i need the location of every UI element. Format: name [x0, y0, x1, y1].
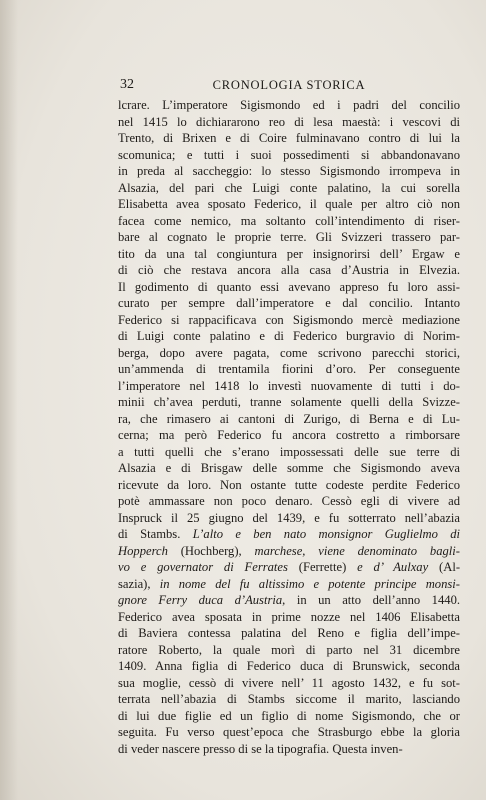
- text-segment: ratore Roberto, la quale morì di parto nel 31 dicembre: [118, 642, 460, 657]
- text-line: [118, 394, 460, 411]
- text-segment: di veder nascere presso di se la tipografia. Questa inven-: [118, 741, 403, 756]
- text-segment: scomunica; e tutti i suoi possedimenti si abbandonavano: [118, 147, 460, 162]
- text-line: [118, 724, 460, 741]
- text-segment: di lui due figlie ed un figlio di nome Sigismondo, che or: [118, 708, 460, 723]
- italic-segment: gnore Ferry duca d’Austria: [118, 593, 283, 607]
- text-segment: (Al-: [428, 560, 461, 574]
- text-segment: di Stambs.: [118, 527, 193, 541]
- text-segment: potè ammassare non poco denaro. Cessò egli di vivere ad: [118, 494, 460, 508]
- text-segment: di Luigi conte palatino e di Federico burgravio di Norim-: [118, 329, 460, 343]
- text-segment: lcrare. L’imperatore Sigismondo ed i padri del concilio: [118, 98, 460, 112]
- page-header: [120, 77, 458, 93]
- text-segment: facea come nemico, ma soltanto coll’intendimento di riser-: [118, 213, 460, 228]
- text-segment: bare al cognato le proprie terre. Gli Svizzeri trassero par-: [118, 230, 460, 244]
- text-segment: ra, che rimasero ai cantoni di Zurigo, di Berna e di Lu-: [118, 411, 460, 426]
- text-line: [118, 328, 460, 345]
- text-line: [118, 543, 460, 560]
- text-segment: Elisabetta avea sposato Federico, il quale per altro ciò non: [118, 197, 460, 211]
- italic-segment: e d’ Aulxay: [357, 560, 429, 574]
- text-segment: (Hochberg),: [167, 543, 255, 558]
- italic-segment: Hopperch: [118, 543, 168, 558]
- text-line: [118, 427, 460, 444]
- text-segment: berga, dopo avere pagata, come scrivono parecchi storici,: [118, 345, 460, 360]
- text-segment: Il godimento di quanto essi avevano appreso fu loro assi-: [118, 279, 460, 294]
- text-line: [118, 444, 460, 461]
- text-segment: l’imperatore nel 1418 lo investì nuovamente di tutti i do-: [118, 378, 460, 393]
- text-segment: in preda al saccheggio: lo stesso Sigismondo irrompeva in: [118, 164, 460, 178]
- text-segment: Alsazia e di Brisgaw delle somme che Sigismondo aveva: [118, 461, 460, 475]
- text-line: [118, 196, 460, 213]
- text-line: [118, 477, 460, 494]
- text-segment: seguita. Fu verso quest’epoca che Strasburgo ebbe la gloria: [118, 725, 460, 739]
- text-line: [118, 361, 460, 378]
- text-segment: cerna; ma però Federico fu ancora costretto a rimborsare: [118, 428, 460, 442]
- text-line: [118, 691, 460, 708]
- text-line: [118, 180, 460, 197]
- text-segment: Alsazia, del pari che Luigi conte palatino, la cui sorella: [118, 180, 460, 195]
- text-segment: 1409. Anna figlia di Federico duca di Brunswick, seconda: [118, 659, 460, 673]
- text-segment: Inspruck il 25 giugno del 1439, e fu sotterrato nell’abazia: [118, 510, 460, 525]
- text-segment: (Ferrette): [287, 560, 358, 574]
- text-line: [118, 592, 460, 609]
- text-line: [118, 163, 460, 180]
- italic-segment: vo e governator di Ferrates: [118, 560, 288, 574]
- text-line: [118, 262, 460, 279]
- text-line: [118, 279, 460, 296]
- text-segment: un’ammenda di trentamila fiorini d’oro. Per conseguente: [118, 362, 460, 376]
- text-line: [118, 658, 460, 675]
- text-segment: curato per sempre dall’imperatore e dal concilio. Intanto: [118, 296, 460, 310]
- running-title: CRONOLOGIA STORICA: [212, 78, 366, 92]
- italic-segment: in nome del fu altissimo e potente principe monsi-: [159, 576, 460, 591]
- text-segment: sazia),: [118, 576, 160, 591]
- text-line: [118, 493, 460, 510]
- text-segment: terrata nell’abazia di Stambs siccome il marito, lasciando: [118, 692, 460, 706]
- binding-shadow: [0, 0, 18, 800]
- text-segment: , in un atto dell’anno 1440.: [282, 593, 461, 607]
- text-segment: sua moglie, cessò di vivere nell’ 11 agosto 1432, e fu sot-: [118, 675, 460, 690]
- page-number: 32: [120, 77, 134, 92]
- text-segment: nel 1415 lo dichiararono reo di lesa maestà: i vescovi di: [118, 114, 460, 129]
- text-line: [118, 246, 460, 263]
- italic-segment: L’alto e ben nato monsignor Guglielmo di: [192, 527, 461, 541]
- text-line: [118, 147, 460, 164]
- text-line: [118, 526, 460, 543]
- text-segment: di Baviera contessa palatina del Reno e figlia dell’impe-: [118, 626, 460, 640]
- text-line: [118, 609, 460, 626]
- text-line: [118, 114, 460, 131]
- text-line: [118, 378, 460, 395]
- text-line: [118, 625, 460, 642]
- text-line: [118, 130, 460, 147]
- text-line: [118, 411, 460, 428]
- text-segment: a tutti quelli che s’erano impossessati delle sue terre di: [118, 444, 460, 459]
- text-segment: tito da una tal congiuntura per insignorirsi dell’ Ergaw e: [118, 246, 460, 261]
- text-line: [118, 229, 460, 246]
- text-segment: Federico si rappacificava con Sigismondo mercè mediazione: [118, 312, 460, 327]
- text-line: [118, 741, 460, 758]
- text-line: [118, 213, 460, 230]
- text-line: [118, 510, 460, 527]
- text-segment: di ciò che restava ancora alla casa d’Austria in Elvezia.: [118, 263, 460, 277]
- text-segment: minii ch’avea perduti, tranne solamente quelli della Svizze-: [118, 395, 460, 409]
- text-line: [118, 675, 460, 692]
- text-line: [118, 460, 460, 477]
- text-line: [118, 642, 460, 659]
- text-line: [118, 708, 460, 725]
- text-segment: Federico avea sposata in prime nozze nel 1406 Elisabetta: [118, 609, 460, 624]
- text-segment: Trento, di Brixen e di Coire fulminavano contro di lui la: [118, 131, 460, 145]
- text-line: [118, 312, 460, 329]
- italic-segment: marchese, viene denominato bagli-: [254, 543, 460, 558]
- text-line: [118, 559, 460, 576]
- text-line: [118, 97, 460, 114]
- text-segment: ricevute da loro. Non ostante tutte codeste perdite Federico: [118, 477, 460, 492]
- text-line: [118, 576, 460, 593]
- text-line: [118, 295, 460, 312]
- body-text: [118, 97, 460, 757]
- text-line: [118, 345, 460, 362]
